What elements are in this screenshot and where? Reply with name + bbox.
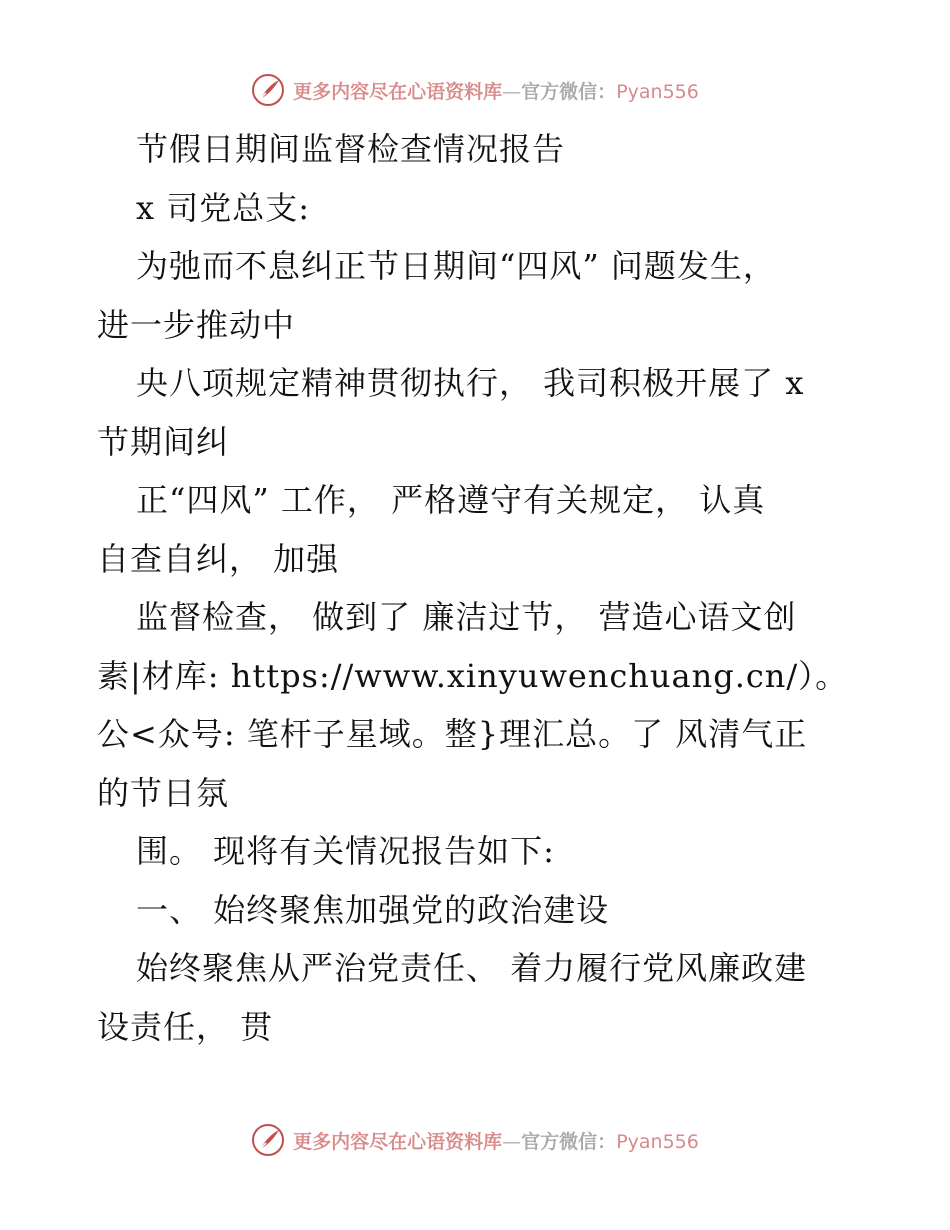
banner-main-text: 更多内容尽在心语资料库 xyxy=(293,80,503,103)
header-watermark-banner xyxy=(0,70,950,110)
footer-watermark-banner xyxy=(0,1120,950,1160)
section-heading: 一、 始终聚焦加强党的政治建设 xyxy=(136,890,610,929)
banner-separator: — xyxy=(502,1130,522,1153)
body-line: 为弛而不息纠正节日期间“四风” 问题发生， xyxy=(136,247,776,285)
salutation-line: x 司党总支: xyxy=(136,188,311,227)
banner-label-text: 官方微信： xyxy=(521,80,617,103)
banner-main-text: 更多内容尽在心语资料库 xyxy=(293,1130,503,1153)
body-line: 公<众号: 笔杆子星域。整}理汇总。了 风清气正 xyxy=(97,715,808,753)
feather-pen-logo-icon xyxy=(251,73,285,107)
document-title: 节假日期间监督检查情况报告 xyxy=(136,130,566,168)
body-line: 的节日氛 xyxy=(97,773,230,812)
banner-separator: — xyxy=(502,80,522,103)
document-body xyxy=(97,120,849,1056)
body-line: 始终聚焦从严治党责任、 着力履行党风廉政建 xyxy=(136,949,808,987)
banner-wechat-id: Pyan556 xyxy=(616,80,699,103)
body-line: 进一步推动中 xyxy=(97,305,296,344)
feather-pen-logo-icon xyxy=(251,1123,285,1157)
body-line: 设责任， 贯 xyxy=(97,1007,274,1046)
body-line: 央八项规定精神贯彻执行， 我司积极开展了 x xyxy=(136,364,805,402)
banner-wechat-id: Pyan556 xyxy=(616,1130,699,1153)
body-line: 正“四风” 工作， 严格遵守有关规定， 认真 xyxy=(136,481,766,519)
body-line: 围。 现将有关情况报告如下: xyxy=(136,832,555,870)
banner-label-text: 官方微信： xyxy=(521,1130,617,1153)
body-line: 节期间纠 xyxy=(97,422,230,461)
body-line: 监督检查， 做到了 廉洁过节， 营造心语文创 xyxy=(136,598,797,636)
body-line: 素|材库: https://www.xinyuwenchuang.cn/）。 xyxy=(97,656,849,695)
body-line: 自查自纠， 加强 xyxy=(97,539,340,578)
